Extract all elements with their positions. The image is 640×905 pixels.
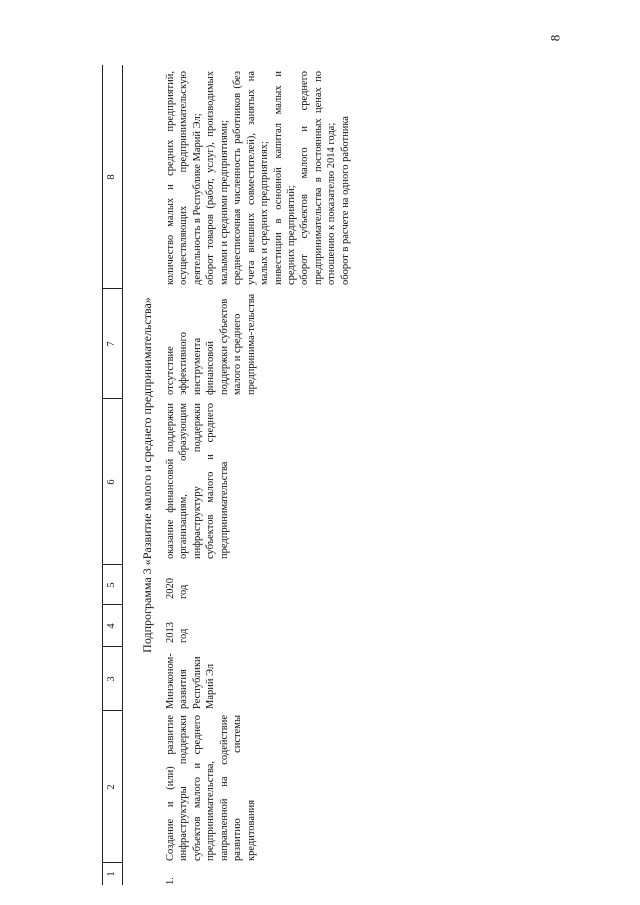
row-number: 1. bbox=[165, 877, 176, 885]
header-cell-4: 4 bbox=[102, 604, 122, 647]
rotated-table bbox=[102, 65, 542, 885]
subprogram-title: Подпрограмма 3 «Развитие малого и среднего предпринимательства» bbox=[140, 297, 154, 653]
result-text: оказание финансовой поддержки организациям, образующим инфраструктуру поддержки субъектов малого и среднего предпринимательства bbox=[165, 403, 230, 559]
indicator-item: среднесписочная численность работников (без учета внешних совместителей), занятых на малых и средних предприятиях; bbox=[232, 71, 271, 285]
start-year: 2013 год bbox=[165, 622, 190, 643]
table-header-border bbox=[122, 65, 123, 885]
consequences-text: отсутствие эффективного инструмента финансовой поддержки субъектов малого и среднего предпринима-тельства bbox=[165, 293, 257, 395]
end-year: 2020 год bbox=[165, 578, 190, 599]
header-cell-6: 6 bbox=[102, 398, 122, 565]
table-header-row bbox=[102, 65, 122, 885]
indicator-item: оборот в расчете на одного работника bbox=[339, 116, 351, 285]
header-cell-2: 2 bbox=[102, 710, 122, 863]
indicator-item: оборот субъектов малого и среднего предпринимательства в постоянных ценах по отношению к показателю 2014 года; bbox=[299, 71, 338, 285]
indicator-item: инвестиции в основной капитал малых и средних предприятий; bbox=[272, 71, 297, 285]
header-cell-8: 8 bbox=[106, 174, 117, 180]
page-number: 8 bbox=[546, 34, 562, 42]
indicator-item: количество малых и средних предприятий, осуществляющих предпринимательскую деятельность в Республике Марий Эл; bbox=[165, 71, 203, 285]
event-text: Создание и (или) развитие инфраструктуры поддержки субъектов малого и среднего предпринимательства, направленной на содействие развитию системы кредитования bbox=[165, 715, 257, 861]
header-cell-5: 5 bbox=[102, 564, 122, 605]
header-cell-7: 7 bbox=[102, 288, 122, 399]
header-cell-3: 3 bbox=[102, 646, 122, 711]
executor-text: Минэконом-развития Республики Марий Эл bbox=[165, 653, 217, 709]
indicators-list bbox=[164, 71, 352, 285]
indicator-item: оборот товаров (работ, услуг), производимых малыми и средними предприятиями; bbox=[205, 71, 230, 285]
header-cell-1: 1 bbox=[102, 862, 122, 885]
